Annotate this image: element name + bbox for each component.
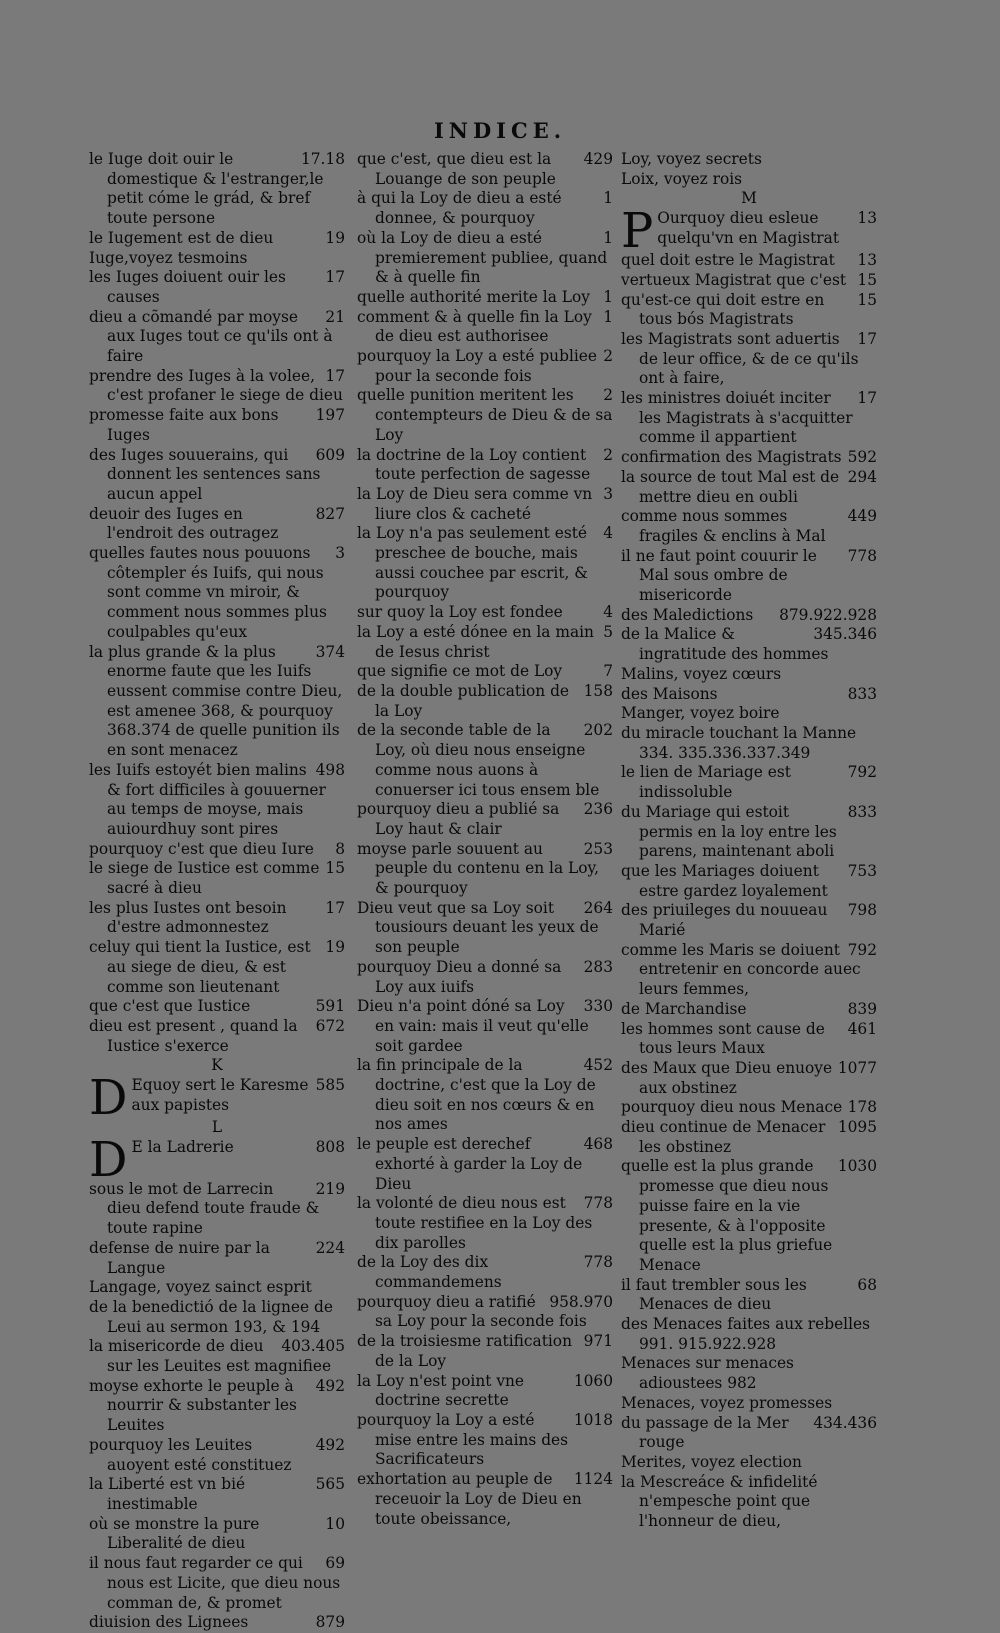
entry-text: que les Mariages doiuent estre gardez loyalement [621,861,828,900]
index-entry [621,468,877,507]
entry-text: la doctrine de la Loy contient toute perfection de sagesse [357,445,591,484]
page-reference: 585 [315,1076,345,1095]
index-entry [89,859,345,898]
entry-text: Menaces, voyez promesses [621,1393,833,1412]
index-entry [621,251,877,271]
index-entry [621,901,877,940]
entry-text: pourquoy dieu nous Menace [621,1098,843,1117]
page-reference: 224 [315,1238,345,1257]
index-entry [357,603,613,623]
index-entry [357,308,613,347]
index-entry [621,150,877,170]
index-entry [357,1411,613,1470]
page-reference: 15 [857,290,877,309]
entry-text: de la Malice & ingratitude des hommes [621,625,829,664]
entry-text: vertueux Magistrat que c'est [621,270,847,289]
index-entry [357,1056,613,1135]
page-reference: 19 [325,938,345,957]
index-entry [357,229,613,288]
drop-capital: P [621,203,654,260]
page-reference: 879.922.928 [779,605,877,624]
entry-text: sous le mot de Larrecin dieu defend toute fraude & toute rapine [89,1179,320,1238]
index-column-2 [357,150,613,1529]
entry-text: du miracle touchant la Manne 334. 335.336.337.349 [621,723,857,762]
page-reference: 15 [325,859,345,878]
page-reference: 2 [603,386,613,405]
page-reference: 236 [583,800,613,819]
index-entry [621,1354,877,1393]
page-reference: 592 [847,448,877,467]
index-entry [357,347,613,386]
entry-text: quelle est la plus grande promesse que dieu nous puisse faire en la vie presente, & à l'opposite quelle est la plus griefue Menace [621,1157,833,1274]
page-reference: 958.970 [549,1292,613,1311]
entry-text: E la Ladrerie [131,1137,234,1156]
index-entry [89,406,345,445]
entry-text: des Maisons [621,684,718,703]
index-entry [89,840,345,860]
index-entry [89,1554,345,1613]
index-entry [357,682,613,721]
entry-text: que c'est, que dieu est la Louange de son peuple [357,150,556,188]
page-reference: 827 [315,504,345,523]
page-reference: 429 [583,150,613,168]
section-letter: L [211,1118,223,1137]
entry-text: Menaces sur menaces adioustees 982 [621,1354,794,1393]
index-entry [89,1131,345,1188]
entry-text: le siege de Iustice est comme sacré à dieu [89,859,320,898]
page-header: INDICE. [433,118,567,143]
section-letter: M [741,189,757,208]
entry-text: promesse faite aux bons Iuges [89,406,279,444]
entry-text: quelle authorité merite la Loy [357,287,590,306]
index-entry [357,288,613,308]
entry-text: les plus Iustes ont besoin d'estre admonnestez [89,898,287,937]
index-entry [357,189,613,228]
entry-text: quelles fautes nous pouuons côtempler és Iuifs, qui nous sont comme vn miroir, & comment nous sommes plus coulpables qu'eux [89,544,327,641]
entry-text: dieu est present , quand la Iustice s'exerce [89,1016,298,1055]
page-reference: 21 [325,307,345,326]
entry-text: prendre des Iuges à la volee, c'est profaner le siege de dieu [89,366,343,405]
index-entry [89,249,345,269]
index-entry [621,389,877,448]
index-entry [89,899,345,938]
entry-text: les Magistrats sont aduertis de leur office, & de ce qu'ils ont à faire, [621,329,859,388]
index-entry [621,291,877,330]
entry-text: moyse parle souuent au peuple du contenu en la Loy, & pourquoy [357,839,600,898]
page-reference: 158 [583,681,613,700]
entry-text: quel doit estre le Magistrat [621,251,835,270]
page-reference: 468 [583,1135,613,1154]
entry-text: de la troisiesme ratification de la Loy [357,1332,572,1370]
index-entry [621,1276,877,1315]
page-reference: 15 [857,270,877,289]
entry-text: de la Loy des dix commandemens [357,1253,502,1292]
drop-capital: D [89,1070,128,1127]
page-reference: 202 [583,721,613,740]
entry-text: celuy qui tient la Iustice, est au siege de dieu, & est comme son lieutenant [89,938,311,996]
entry-text: la Loy a esté dónee en la main de Iesus christ [357,622,594,661]
index-entry [89,1017,345,1056]
page-reference: 498 [315,760,345,779]
page-reference: 609 [315,445,345,464]
index-entry [621,1315,877,1354]
entry-text: il nous faut regarder ce qui nous est Licite, que dieu nous comman de, & promet [89,1554,341,1612]
entry-text: pourquoy la Loy a esté mise entre les mains des Sacrificateurs [357,1411,569,1469]
page-reference: 4 [603,603,613,622]
page-reference: 17 [857,389,877,408]
page-reference: 778 [847,546,877,565]
entry-text: comme nous sommes fragiles & enclins à Mal [621,507,826,545]
index-entry [621,724,877,763]
index-entry [621,803,877,862]
entry-text: les ministres doiuét inciter les Magistrats à s'acquitter comme il appartient [621,389,853,447]
index-entry [357,997,613,1056]
entry-text: le Iugement est de dieu [89,228,274,247]
index-entry [621,665,877,685]
index-entry [621,1473,877,1532]
index-entry [621,1118,877,1157]
index-entry [357,623,613,662]
page-reference: 5 [603,622,613,641]
page-reference: 798 [847,901,877,920]
entry-text: les Iuges doiuent ouir les causes [89,268,286,306]
index-entry [357,662,613,682]
entry-text: diuision des Lignees [89,1613,249,1632]
page-reference: 778 [583,1194,613,1213]
page-reference: 792 [847,940,877,959]
entry-text: Manger, voyez boire [621,704,780,723]
page-reference: 7 [603,662,613,681]
index-entry [89,1337,345,1376]
index-entry [357,446,613,485]
index-entry [621,763,877,802]
page-reference: 403.405 [281,1337,345,1356]
page-reference: 449 [847,507,877,526]
index-entry [357,721,613,800]
page-reference: 330 [583,997,613,1016]
page-reference: 219 [315,1179,345,1198]
index-entry [357,150,613,189]
entry-text: pourquoy dieu a ratifié sa Loy pour la seconde fois [357,1292,587,1331]
entry-text: dieu a cõmandé par moyse aux Iuges tout ce qu'ils ont à faire [89,307,333,366]
index-column-3 [621,150,877,1532]
page-reference: 591 [315,997,345,1016]
index-entry [357,1293,613,1332]
entry-text: la Loy n'a pas seulement esté preschee de bouche, mais aussi couchee par escrit, & pourquoy [357,524,588,602]
entry-text: Loy, voyez secrets [621,150,762,168]
index-entry [621,448,877,468]
entry-text: de Marchandise [621,999,747,1018]
index-entry [621,704,877,724]
entry-text: des Menaces faites aux rebelles 991. 915.922.928 [621,1315,871,1353]
page-reference: 1060 [573,1371,613,1390]
entry-text: Ourquoy dieu esleue quelqu'vn en Magistrat [657,209,840,247]
entry-text: du Mariage qui estoit permis en la loy entre les parens, maintenant aboli [621,802,837,861]
page-reference: 492 [315,1435,345,1454]
entry-text: la Loy n'est point vne doctrine secrette [357,1371,525,1410]
entry-text: que signifie ce mot de Loy [357,662,563,681]
index-entry [89,308,345,367]
index-entry [621,862,877,901]
page-reference: 294 [847,467,877,486]
index-entry [89,1475,345,1514]
page-reference: 2 [603,445,613,464]
page-reference: 253 [583,839,613,858]
page-reference: 19 [325,228,345,247]
page-reference: 452 [583,1056,613,1075]
entry-text: Langage, voyez sainct esprit [89,1278,312,1297]
index-entry [621,1000,877,1020]
index-entry [89,1515,345,1554]
page-reference: 971 [583,1332,613,1351]
entry-text: la Mescreáce & infidelité n'empesche point que l'honneur de dieu, [621,1472,818,1531]
page-reference: 17.18 [300,150,345,168]
page-reference: 1018 [573,1411,613,1429]
entry-text: Merites, voyez election [621,1453,802,1471]
index-entry [357,1470,613,1529]
page-reference: 1 [603,287,613,306]
page-reference: 17 [325,898,345,917]
entry-text: moyse exhorte le peuple à nourrir & substanter les Leuites [89,1376,297,1435]
page-reference: 69 [325,1554,345,1573]
page-reference: 808 [315,1137,345,1156]
index-entry [89,505,345,544]
page-reference: 833 [847,684,877,703]
index-entry [89,367,345,406]
entry-text: pourquoy la Loy a esté publiee pour la seconde fois [357,347,598,385]
page-reference: 17 [325,366,345,385]
page-reference: 672 [315,1016,345,1035]
page-reference: 839 [847,999,877,1018]
entry-text: Iuge,voyez tesmoins [89,248,248,267]
index-entry [621,330,877,389]
index-entry [89,1613,345,1633]
index-entry [89,446,345,505]
page-reference: 283 [583,957,613,976]
index-entry [89,544,345,643]
index-entry [89,1377,345,1436]
page-reference: 345.346 [813,625,877,644]
entry-text: Malins, voyez cœurs [621,664,782,683]
drop-capital: D [89,1131,128,1188]
page-reference: 3 [335,544,345,563]
entry-text: il ne faut point couurir le Mal sous ombre de misericorde [621,546,817,605]
entry-text: qu'est-ce qui doit estre en tous bós Magistrats [621,290,825,329]
page-reference: 833 [847,802,877,821]
page-reference: 1 [603,307,613,326]
page-reference: 434.436 [813,1413,877,1432]
entry-text: les Iuifs estoyét bien malins & fort difficiles à gouuerner au temps de moyse, mais auiourdhuy sont pires [89,760,326,838]
index-entry [357,840,613,899]
entry-text: la Liberté est vn bié inestimable [89,1475,246,1513]
index-entry [621,507,877,546]
index-entry [357,524,613,603]
page-reference: 1 [603,189,613,208]
index-entry [89,229,345,249]
entry-text: la source de tout Mal est de mettre dieu en oubli [621,467,840,506]
entry-text: de la seconde table de la Loy, où dieu nous enseigne comme nous auons à conuerser ici tous ensem ble [357,721,600,799]
index-entry [621,1157,877,1275]
entry-text: où la Loy de dieu a esté premierement publiee, quand & à quelle fin [357,228,608,287]
entry-text: dieu continue de Menacer les obstinez [621,1118,826,1156]
index-entry [621,625,877,664]
entry-text: Equoy sert le Karesme aux papistes [131,1076,309,1114]
page-reference: 778 [583,1253,613,1272]
index-entry [357,485,613,524]
index-entry [357,386,613,445]
index-entry [89,1239,345,1278]
page-reference: 17 [857,329,877,348]
entry-text: comment & à quelle fin la Loy de dieu est authorisee [357,307,592,346]
index-entry [621,1098,877,1118]
page-reference: 8 [335,839,345,858]
entry-text: la misericorde de dieu sur les Leuites est magnifiee [89,1337,332,1376]
index-entry [357,1332,613,1371]
index-entry [89,761,345,840]
entry-text: des Maledictions [621,605,754,624]
entry-text: du passage de la Mer rouge [621,1413,789,1452]
page-reference: 565 [315,1475,345,1494]
page-reference: 2 [603,347,613,366]
page-reference: 4 [603,524,613,543]
page-reference: 792 [847,763,877,782]
entry-text: le Iuge doit ouir le domestique & l'estranger,le petit cóme le grád, & bref toute persone [89,150,324,228]
index-entry [357,958,613,997]
page-reference: 1124 [573,1470,613,1489]
index-entry [89,1180,345,1239]
entry-text: exhortation au peuple de receuoir la Loy de Dieu en toute obeissance, [357,1470,582,1528]
page-reference: 3 [603,484,613,503]
entry-text: pourquoy dieu a publié sa Loy haut & clair [357,800,560,838]
entry-text: Dieu veut que sa Loy soit tousiours deuant les yeux de son peuple [357,898,599,957]
page-reference: 753 [847,861,877,880]
index-entry [89,997,345,1017]
entry-text: pourquoy les Leuites auoyent esté constituez [89,1435,292,1474]
page-reference: 197 [315,406,345,425]
entry-text: pourquoy c'est que dieu Iure [89,839,314,858]
index-entry [89,938,345,997]
page-reference: 13 [857,251,877,270]
entry-text: Dieu n'a point dóné sa Loy en vain: mais il veut qu'elle soit gardee [357,997,589,1055]
entry-text: de la double publication de la Loy [357,681,570,720]
entry-text: la volonté de dieu nous est toute restifiee en la Loy des dix parolles [357,1194,593,1252]
entry-text: des priuileges du nouueau Marié [621,901,828,940]
index-entry [621,1394,877,1414]
entry-text: comme les Maris se doiuent entretenir en concorde auec leurs femmes, [621,940,861,999]
index-entry [621,170,877,190]
page-reference: 1077 [837,1058,877,1077]
index-entry [621,271,877,291]
entry-text: à qui la Loy de dieu a esté donnee, & pourquoy [357,189,562,228]
entry-text: pourquoy Dieu a donné sa Loy aux iuifs [357,957,562,996]
index-entry [89,1436,345,1475]
index-entry [89,150,345,229]
index-entry [621,1020,877,1059]
entry-text: Loix, voyez rois [621,169,743,188]
index-entry [357,899,613,958]
page-reference: 374 [315,642,345,661]
index-entry [89,1278,345,1298]
entry-text: que c'est que Iustice [89,997,251,1016]
index-entry [89,643,345,761]
page-reference: 879 [315,1613,345,1632]
page-reference: 1095 [837,1118,877,1137]
index-entry [357,1135,613,1194]
page-reference: 492 [315,1376,345,1395]
page-reference: 461 [847,1019,877,1038]
entry-text: de la benedictió de la lignee de Leui au sermon 193, & 194 [89,1297,334,1336]
entry-text: quelle punition meritent les contempteurs de Dieu & de sa Loy [357,386,613,444]
entry-text: où se monstre la pure Liberalité de dieu [89,1514,260,1553]
entry-text: la fin principale de la doctrine, c'est que la Loy de dieu soit en nos cœurs & en nos ames [357,1056,596,1134]
entry-text: il faut trembler sous les Menaces de dieu [621,1275,807,1314]
index-entry [621,685,877,705]
page-reference: 1030 [837,1157,877,1176]
entry-text: le peuple est derechef exhorté à garder la Loy de Dieu [357,1135,583,1193]
index-entry [357,1372,613,1411]
page-reference: 10 [325,1514,345,1533]
entry-text: le lien de Mariage est indissoluble [621,763,791,802]
entry-text: la plus grande & la plus enorme faute que les Iuifs eussent commise contre Dieu, est amenee 368, & pourquoy 368.374 de quelle punition ils en sont menacez [89,642,343,760]
section-letter: K [211,1056,223,1075]
entry-text: des Maux que Dieu enuoye aux obstinez [621,1058,833,1097]
page-reference: 13 [857,209,877,228]
entry-text: des Iuges souuerains, qui donnent les sentences sans aucun appel [89,445,321,503]
page-reference: 1 [603,228,613,247]
page-reference: 178 [847,1098,877,1117]
page-reference: 264 [583,898,613,917]
index-entry [621,941,877,1000]
index-entry [621,1059,877,1098]
page-reference: 68 [857,1275,877,1294]
index-entry [357,800,613,839]
entry-text: sur quoy la Loy est fondee [357,603,563,622]
index-column-1 [89,150,345,1633]
index-entry [89,1298,345,1337]
index-entry [357,1253,613,1292]
entry-text: les hommes sont cause de tous leurs Maux [621,1019,825,1058]
index-entry [89,268,345,307]
page-reference: 17 [325,268,345,287]
entry-text: defense de nuire par la Langue [89,1238,270,1277]
index-entry [621,1414,877,1453]
entry-text: deuoir des Iuges en l'endroit des outragez [89,504,279,543]
entry-text: la Loy de Dieu sera comme vn liure clos & cacheté [357,484,593,523]
index-entry [357,1194,613,1253]
index-entry [621,1453,877,1473]
index-entry [89,1070,345,1127]
entry-text: confirmation des Magistrats [621,448,842,467]
index-entry [621,606,877,626]
index-entry [621,547,877,606]
index-entry [621,203,877,260]
